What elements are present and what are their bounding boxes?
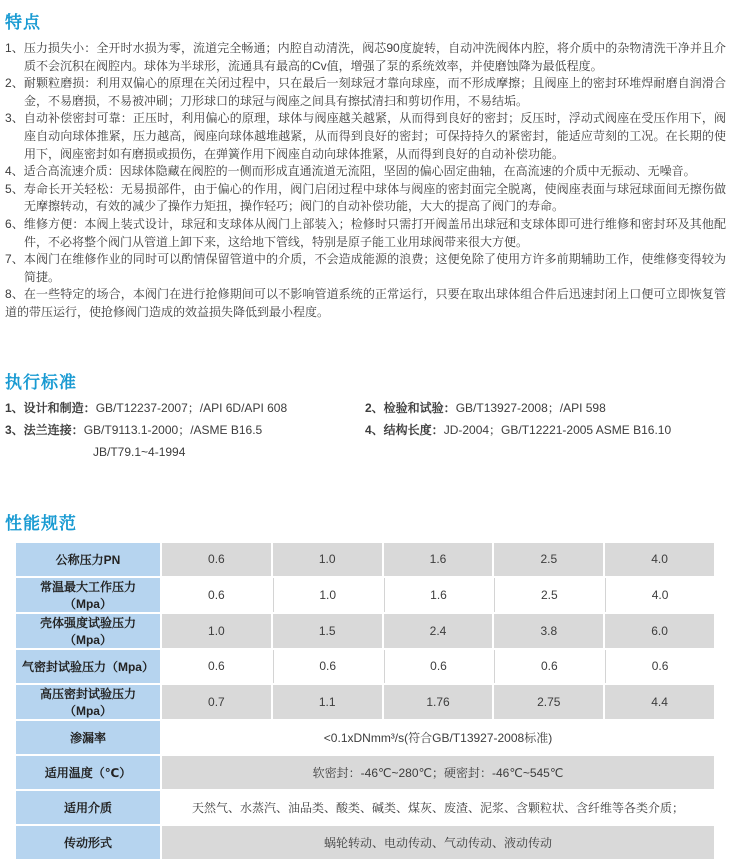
- spec-table: [14, 541, 716, 861]
- standard-item-3-continuation: JB/T79.1~4-1994: [93, 444, 186, 459]
- cell-value: 3.8: [494, 614, 603, 648]
- cell-value: 1.5: [273, 614, 382, 648]
- standards-column-right: [365, 401, 730, 467]
- cell-value: 2.75: [494, 685, 603, 719]
- standards-section: [0, 368, 730, 467]
- row-label: 高压密封试验压力（Mpa）: [16, 685, 160, 719]
- cell-value: 2.5: [494, 578, 603, 612]
- row-label: 传动形式: [16, 826, 160, 859]
- cell-value: 0.6: [605, 650, 714, 683]
- cell-value: 0.6: [273, 650, 382, 683]
- row-label: 常温最大工作压力（Mpa）: [16, 578, 160, 612]
- standard-item-2-value: GB/T13927-2008；/API 598: [455, 400, 606, 415]
- cell-value: 1.76: [384, 685, 493, 719]
- feature-item-1: 1、压力损失小：全开时水损为零，流道完全畅通；内腔自动清洗，阀芯90度旋转，自动冲洗阀体内腔，将介质中的杂物清洗干净并且介质不会沉积在阀腔内。球体为半球形，流通具有最高的Cv值，增强了泵的系统效率，并使磨蚀降为最低程度。: [5, 41, 726, 73]
- cell-value: 4.0: [605, 543, 714, 576]
- row-label: 气密封试验压力（Mpa）: [16, 650, 160, 683]
- table-row: [16, 578, 714, 612]
- cell-value: 0.6: [162, 578, 271, 612]
- specs-section-title: 性能规范: [5, 513, 77, 533]
- row-label: 渗漏率: [16, 721, 160, 754]
- standard-item-1-label: 1、设计和制造：: [5, 400, 96, 415]
- cell-value: 4.0: [605, 578, 714, 612]
- feature-item-7: 7、本阀门在维修作业的同时可以酌情保留管道中的介质，不会造成能源的浪费；这便免除了使用方许多前期辅助工作，使维修变得较为简捷。: [5, 252, 726, 284]
- row-label: 适用温度（℃）: [16, 756, 160, 789]
- cell-value: 0.6: [384, 650, 493, 683]
- features-section-title: 特点: [5, 13, 41, 32]
- cell-span-value: 天然气、水蒸汽、油品类、酸类、碱类、煤灰、废渣、泥浆、含颗粒状、含纤维等各类介质；: [162, 791, 714, 824]
- cell-span-value: 蜗轮转动、电动传动、气动传动、液动传动: [162, 826, 714, 859]
- cell-value: 1.6: [384, 543, 493, 576]
- table-row: [16, 756, 714, 789]
- cell-value: 1.6: [384, 578, 493, 612]
- table-row: [16, 826, 714, 859]
- cell-span-value: 软密封：-46℃~280℃；硬密封：-46℃~545℃: [162, 756, 714, 789]
- cell-value: 2.4: [384, 614, 493, 648]
- row-label: 适用介质: [16, 791, 160, 824]
- cell-value: 1.0: [273, 578, 382, 612]
- standard-item-1-value: GB/T12237-2007；/API 6D/API 608: [95, 400, 288, 415]
- cell-value: 0.6: [162, 543, 271, 576]
- standards-column-left: [5, 401, 365, 467]
- standard-item-2: [365, 401, 730, 415]
- cell-value: 4.4: [605, 685, 714, 719]
- table-row: [16, 650, 714, 683]
- table-row: [16, 685, 714, 719]
- standard-item-3: [5, 423, 365, 437]
- cell-value: 1.0: [273, 543, 382, 576]
- standard-item-2-label: 2、检验和试验：: [365, 400, 456, 415]
- specs-section: [0, 509, 730, 861]
- feature-item-5: 5、寿命长开关轻松：无易损部件，由于偏心的作用，阀门启闭过程中球体与阀座的密封面完全脱离，使阀座表面与球冠球面间无擦伤做无摩擦转动，有效的减少了操作力矩扭，操作轻巧；阀门的自动补偿功能，大大的提高了阀门的寿命。: [5, 181, 726, 214]
- feature-item-2: 2、耐颗粒磨损：利用双偏心的原理在关闭过程中，只在最后一刻球冠才靠向球座，而不形成摩擦；且阀座上的密封环堆焊耐磨自润滑合金，不易磨损，不易被冲刷；刀形球口的球冠与阀座之间具有擦拭清扫和剪切作用，不易结垢。: [5, 76, 726, 108]
- table-row: [16, 721, 714, 754]
- cell-value: 1.1: [273, 685, 382, 719]
- table-row: [16, 543, 714, 576]
- cell-value: 2.5: [494, 543, 603, 576]
- standards-columns: [5, 401, 730, 467]
- cell-value: 0.6: [162, 650, 271, 683]
- standard-item-4: [365, 423, 730, 437]
- standard-item-3-value: GB/T9113.1-2000；/ASME B16.5: [83, 422, 263, 437]
- standard-item-1: [5, 401, 365, 415]
- standard-item-4-label: 4、结构长度：: [365, 422, 444, 437]
- feature-item-6: 6、维修方便：本阀上装式设计，球冠和支球体从阀门上部装入；检修时只需打开阀盖吊出球冠和支球体即可进行维修和密封环及其他配件，不必将整个阀门从管道上卸下来，这给地下管线，特别是原子能工业用球阀带来很大方便。: [5, 216, 726, 249]
- row-label: 壳体强度试验压力（Mpa）: [16, 614, 160, 648]
- feature-item-8: 8、在一些特定的场合，本阀门在进行抢修期间可以不影响管道系统的正常运行，只要在取出球体组合件后迅速封闭上口便可立即恢复管道的带压运行，使抢修阀门造成的效益损失降低到最小程度。: [5, 287, 726, 319]
- cell-value: 6.0: [605, 614, 714, 648]
- feature-item-3: 3、自动补偿密封可靠：正压时，利用偏心的原理，球体与阀座越关越紧，从而得到良好的密封；反压时，浮动式阀座在受压作用下，阀座自动向球体推紧，压力越高，阀座向球体越堆越紧，从而得到良好的密封；可保持持久的紧密封，能适应苛刻的工况。在长期的使用下，阀座密封如有磨损或损伤，在弹簧作用下阀座自动向球体推紧，从而得到良好的自动补偿功能。: [5, 111, 726, 161]
- cell-value: 0.6: [494, 650, 603, 683]
- standards-section-title: 执行标准: [5, 372, 77, 392]
- feature-item-4: 4、适合高流速介质：因球体隐藏在阀腔的一侧而形成直通流道无流阻，坚固的偏心固定曲轴，在高流速的介质中无振动、无噪音。: [5, 164, 696, 179]
- cell-span-value: <0.1xDNmm³/s(符合GB/T13927-2008标准): [162, 721, 714, 754]
- cell-value: 0.7: [162, 685, 271, 719]
- table-row: [16, 614, 714, 648]
- standard-item-3-label: 3、法兰连接：: [5, 422, 84, 437]
- row-label: 公称压力PN: [16, 543, 160, 576]
- features-list: [5, 40, 726, 322]
- standard-item-4-value: JD-2004；GB/T12221-2005 ASME B16.10: [443, 422, 672, 437]
- table-row: [16, 791, 714, 824]
- cell-value: 1.0: [162, 614, 271, 648]
